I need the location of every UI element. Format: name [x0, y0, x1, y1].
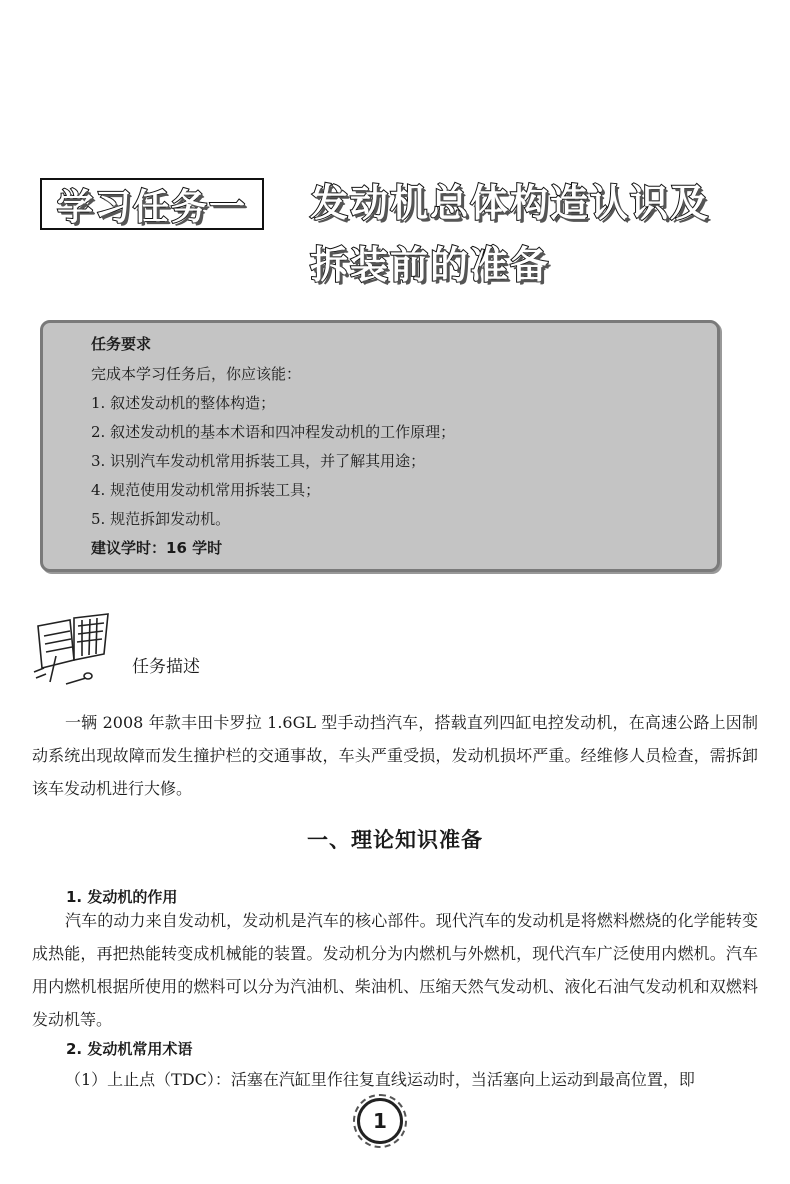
notebook-pen-icon — [30, 606, 126, 692]
requirements-box — [40, 320, 720, 572]
requirement-item: 3. 识别汽车发动机常用拆装工具，并了解其用途； — [91, 452, 426, 470]
page-number: 1 — [357, 1098, 403, 1144]
sub-heading-2: 2. 发动机常用术语 — [66, 1040, 193, 1058]
title-line-1: 发动机总体构造认识及 — [310, 181, 711, 225]
description-text: 一辆 2008 年款丰田卡罗拉 1.6GL 型手动挡汽车，搭载直列四缸电控发动机，在高速公路上因制动系统出现故障而发生撞护栏的交通事故，车头严重受损，发动机损坏严重。经维修人员检查，需拆卸该车发动机进行大修。 — [32, 713, 758, 798]
paragraph-1: 汽车的动力来自发动机，发动机是汽车的核心部件。现代汽车的发动机是将燃料燃烧的化学能转变成热能，再把热能转变成机械能的装置。发动机分为内燃机与外燃机，现代汽车广泛使用内燃机。汽车用内燃机根据所使用的燃料可以分为汽油机、柴油机、压缩天然气发动机、液化石油气发动机和双燃料发动机等。 — [32, 911, 758, 1029]
paragraph-2: （1）上止点（TDC）：活塞在汽缸里作往复直线运动时，当活塞向上运动到最高位置，即 — [65, 1070, 695, 1089]
page-title — [310, 174, 770, 294]
task-label: 学习任务一 — [56, 186, 247, 228]
requirements-heading: 任务要求 — [91, 335, 152, 353]
task-label-box — [40, 178, 264, 230]
sub-heading-1: 1. 发动机的作用 — [66, 888, 178, 906]
title-line-2: 拆装前的准备 — [310, 243, 551, 287]
requirement-item: 1. 叙述发动机的整体构造； — [91, 394, 276, 412]
suggested-hours: 建议学时：16 学时 — [91, 539, 223, 557]
description-heading: 任务描述 — [132, 657, 200, 677]
requirement-item: 4. 规范使用发动机常用拆装工具； — [91, 481, 321, 499]
requirement-item: 5. 规范拆卸发动机。 — [91, 510, 231, 528]
title-row — [40, 174, 760, 287]
requirement-item: 2. 叙述发动机的基本术语和四冲程发动机的工作原理； — [91, 423, 456, 441]
section-heading: 一、理论知识准备 — [307, 828, 483, 852]
requirements-intro: 完成本学习任务后，你应该能： — [91, 365, 302, 383]
